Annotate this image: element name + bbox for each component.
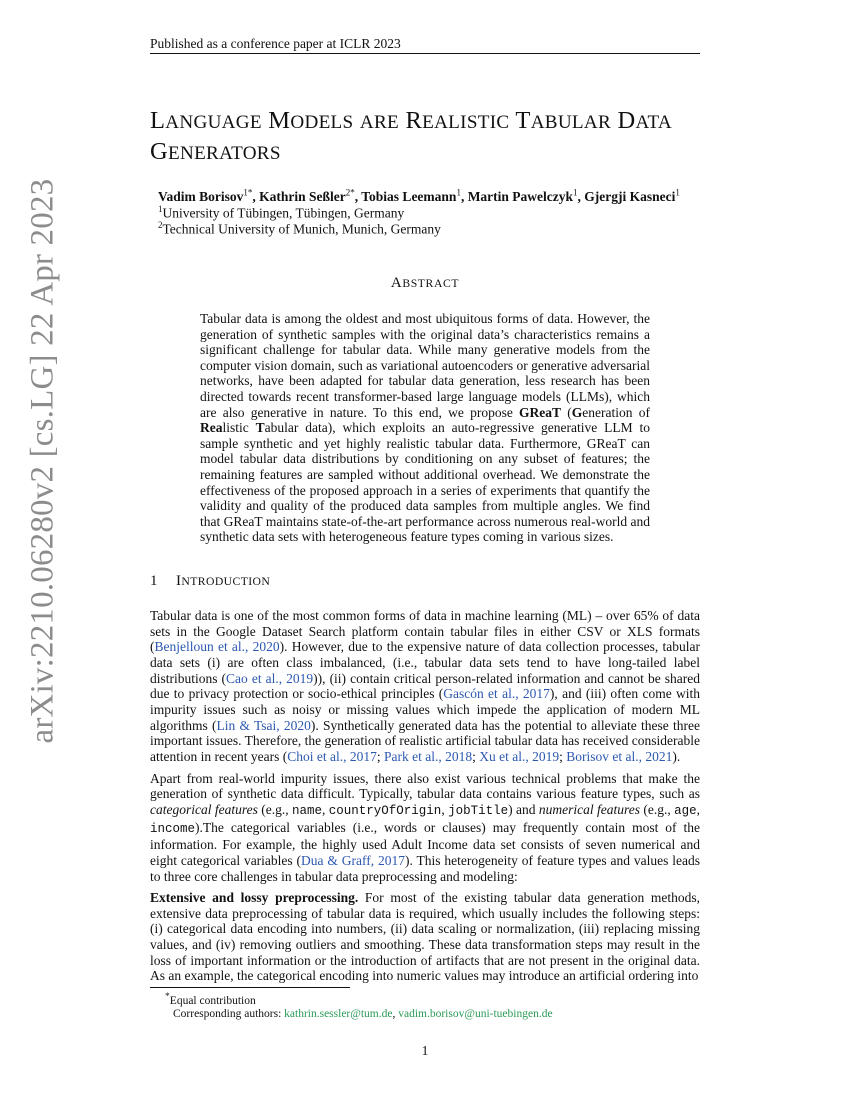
citation-link[interactable]: Cao et al., 2019 — [226, 670, 314, 686]
method-name: GReaT — [519, 404, 562, 420]
citation-link[interactable]: Borisov et al., 2021 — [566, 748, 673, 764]
section-heading-introduction: 1 INTRODUCTION — [150, 573, 271, 589]
header-rule — [150, 53, 700, 54]
arxiv-stamp: arXiv:2210.06280v2 [cs.LG] 22 Apr 2023 — [24, 178, 61, 744]
footnote-equal-contribution: *Equal contribution — [165, 991, 256, 1007]
title-word-7: GENERATORS — [150, 138, 281, 165]
footnote-rule — [150, 987, 350, 988]
abstract-text: Tabular data is among the oldest and most ubiquitous forms of data. However, the generation of synthetic samples with the original data’s characteristics remains a significant challenge for tabular data. While many generative models from the computer vision domain, such as variational autoencoders or generative adversarial networks, have been adapted for tabular data generation, less research has been directed towards recent transformer-based large language models (LLMs), which are also generative in nature. To this end, we propose GReaT (Generation of Realistic Tabular data), which exploits an auto-regressive generative LLM to sample synthetic and yet highly realistic tabular data. Furthermore, GReaT can model tabular data distributions by conditioning on any subset of features; the remaining features are sampled without additional overhead. We demonstrate the effectiveness of the proposed approach in a series of experiments that quantify the validity and quality of the produced data samples from multiple angles. We find that GReaT maintains state-of-the-art performance across numerous real-world and synthetic data sets with heterogeneous feature types coming in various sizes. — [200, 311, 650, 545]
title-word-6: DATA — [617, 107, 673, 134]
author: Gjergji Kasneci$^1$ — [584, 187, 680, 204]
body-text — [150, 608, 700, 990]
paragraph-lead: Extensive and lossy preprocessing. — [150, 890, 359, 906]
title-word-5: TABULAR — [515, 107, 612, 134]
citation-link[interactable]: Benjelloun et al., 2020 — [154, 639, 280, 655]
abstract-heading: ABSTRACT — [390, 275, 460, 291]
code-term: income — [150, 821, 196, 836]
running-header: Published as a conference paper at ICLR 2023 — [150, 36, 401, 51]
affiliation-1: $^1$University of Tübingen, Tübingen, Germany — [158, 204, 405, 221]
page-number: 1 — [421, 1043, 429, 1058]
code-term: countryOfOrigin — [328, 803, 442, 818]
paragraph-1: Tabular data is one of the most common forms of data in machine learning (ML) – over 65% of data sets in the Google Dataset Search platform contain tabular files in either CSV or XLS formats (Benjelloun et al., 2020). However, due to the expensive nature of data collection processes, tabular data sets (i) are often class imbalanced, (i.e., tabular data sets tend to have long-tailed label distributions (Cao et al., 2019)), (ii) contain critical person-related information and cannot be shared due to privacy protection or socio-ethical principles (Gascón et al., 2017), and (iii) often come with impurity issues such as noisy or missing values which impede the application of modern ML algorithms (Lin & Tsai, 2020). Synthetically generated data has the potential to alleviate these three important issues. Therefore, the generation of realistic artificial tabular data has received considerable attention in recent years (Choi et al., 2017; Park et al., 2018; Xu et al., 2019; Borisov et al., 2021). — [150, 608, 701, 764]
author: Martin Pawelczyk$^1$, — [467, 187, 585, 204]
title-word-4: REALISTIC — [405, 107, 510, 134]
title-word-3: ARE — [359, 112, 400, 133]
paragraph-3: Extensive and lossy preprocessing. For most of the existing tabular data generation methods, extensive data preprocessing of tabular data is required, which usually includes the following steps: (i) categorical data encoding into numbers, (ii) data scaling or normalization, (iii) replacing missing values, and (iv) removing outliers and smoothing. These data transformation steps may result in the loss of important information or the introduction of artifacts that are not present in the original data. As an example, the categorical encoding into numeric values may introduce an artificial ordering into — [150, 890, 701, 984]
author: Vadim Borisov$^{1*}$, — [158, 187, 260, 204]
footnotes — [165, 990, 725, 1022]
citation-link[interactable]: Lin & Tsai, 2020 — [216, 717, 311, 733]
code-term: name — [292, 803, 323, 818]
footnote-corresponding: Corresponding authors: kathrin.sessler@tum.de, vadim.borisov@uni-tuebingen.de — [173, 1008, 553, 1021]
author: Kathrin Seßler$^{2*}$, — [259, 187, 362, 204]
code-term: age — [674, 803, 697, 818]
code-term: jobTitle — [448, 803, 509, 818]
paper-title — [150, 106, 710, 168]
affiliation-2: $^2$Technical University of Munich, Munich, Germany — [158, 220, 441, 237]
citation-link[interactable]: Gascón et al., 2017 — [443, 686, 550, 702]
title-word-2: MODELS — [268, 107, 354, 134]
citation-link[interactable]: Park et al., 2018 — [383, 748, 473, 764]
paragraph-2: Apart from real-world impurity issues, there also exist various technical problems that make the generation of synthetic data difficult. Typically, tabular data contains various feature types, such as categorical features (e.g., name, countryOfOrigin, jobTitle) and numerical features (e.g., age, income).The categorical variables (i.e., words or clauses) may frequently contain most of the information. For example, the highly used Adult Income data set consists of seven numerical and eight categorical variables (Dua & Graff, 2017). This heterogeneity of feature types and values leads to three core challenges in tabular data preprocessing and modeling: — [150, 770, 701, 884]
author-list — [158, 187, 718, 205]
citation-link[interactable]: Dua & Graff, 2017 — [301, 852, 406, 868]
email-link[interactable]: vadim.borisov@uni-tuebingen.de — [398, 1008, 553, 1021]
citation-link[interactable]: Xu et al., 2019 — [479, 748, 560, 764]
title-word-1: LANGUAGE — [150, 107, 262, 134]
email-link[interactable]: kathrin.sessler@tum.de — [284, 1008, 393, 1021]
author: Tobias Leemann$^1$, — [361, 187, 468, 204]
citation-link[interactable]: Choi et al., 2017 — [287, 748, 377, 764]
